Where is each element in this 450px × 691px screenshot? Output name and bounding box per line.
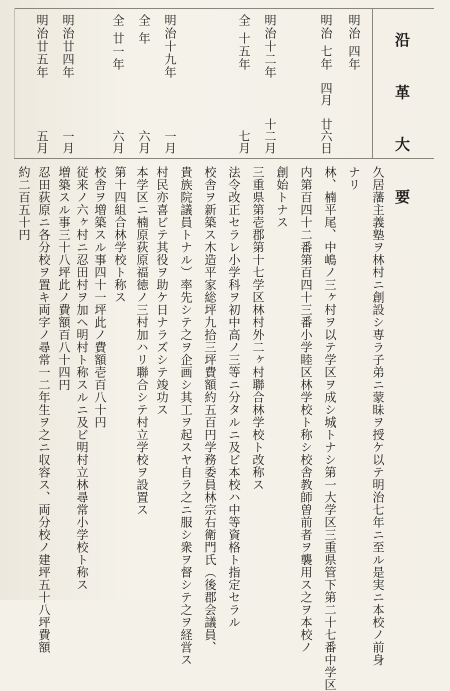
date-entry: 明治 七年 四月 廿六日 bbox=[319, 14, 333, 154]
text-line: 増築スル事三十八坪此ノ費額百八十四円 bbox=[57, 166, 71, 391]
text-line: 村民亦喜ビテ其役ヲ助ケ日ナラズシテ竣功ス bbox=[155, 166, 169, 416]
page-title: 沿 革 大 要 bbox=[393, 32, 411, 220]
date-entry: 全 十五年 七月 bbox=[237, 14, 251, 154]
header-divider bbox=[14, 158, 434, 159]
date-entry: 明治廿五年 五月 bbox=[35, 14, 49, 154]
top-rule bbox=[14, 8, 434, 9]
date-entry: 全 年 六月 bbox=[137, 14, 151, 154]
date-entry: 明治十九年 一月 bbox=[163, 14, 177, 154]
text-line: 内第百四十二番第百四十三番小学睦区林学校ト称シ校舎教師曽前者ヲ襲用ス之ヲ本校ノ bbox=[299, 166, 313, 654]
text-line: 本学区ニ楠原荻原福徳ノ三村加ハリ聯合シテ村立学校ヲ設置ス bbox=[135, 166, 149, 516]
text-line: 校舎ヲ新築ス木造平家総坪九拾三坪費額約五百円学務委員林宗右衛門氏（後郡会議員、 bbox=[203, 166, 217, 654]
text-line: 林、楠平尾、中嶋ノ三ヶ村ヲ以テ学区ヲ成シ城トナシ第一大学区三重県管下第二十七番中学区 bbox=[323, 166, 337, 691]
date-entry: 明治廿四年 一月 bbox=[61, 14, 75, 154]
text-line: 貴族院議員トナル）率先シテ之ヲ企画シ其工ヲ起スヤ自ラ之ニ服シ衆ヲ督シテ之ヲ経営ス bbox=[179, 166, 193, 666]
date-entry: 明治 四年 bbox=[347, 14, 361, 71]
text-line: 従来ノ六ヶ村ニ忍田村ヲ加ヘ明村ト称スルニ及ビ明村立林尋常小学校ト称ス bbox=[75, 166, 89, 591]
text-line: 約二百五十円 bbox=[17, 166, 31, 241]
text-line: 創始トナス bbox=[275, 166, 289, 229]
text-line: 久居藩主義塾ヲ林村ニ創設シ専ラ子弟ニ蒙昧ヲ授ケ以テ明治七年ニ至ル是実ニ本校ノ前身 bbox=[371, 166, 385, 666]
text-line: 校舎ヲ増築スル事四十一坪此ノ費額壱百八十円 bbox=[93, 166, 107, 429]
date-entry: 全 廿一年 六月 bbox=[111, 14, 125, 154]
text-line: 第十四組合林学校ト称ス bbox=[113, 166, 127, 304]
date-entry: 明治十二年 十二月 bbox=[263, 14, 277, 154]
text-line: ナリ bbox=[347, 166, 361, 191]
text-line: 忍田荻原ニ各分校ヲ置キ両字ノ尋常一二年生ヲ之ニ収容ス、両分校ノ建坪五十八坪費額 bbox=[37, 166, 51, 654]
left-rule bbox=[14, 8, 15, 158]
text-line: 法令改正セラレ小学科ヲ初中高ノ三等ニ分タルニ及ビ本校ハ中等資格ト指定セラル bbox=[227, 166, 241, 629]
text-line: 三重県第壱郡第十七学区林村外二ヶ村聯合林学校ト改称ス bbox=[251, 166, 265, 491]
